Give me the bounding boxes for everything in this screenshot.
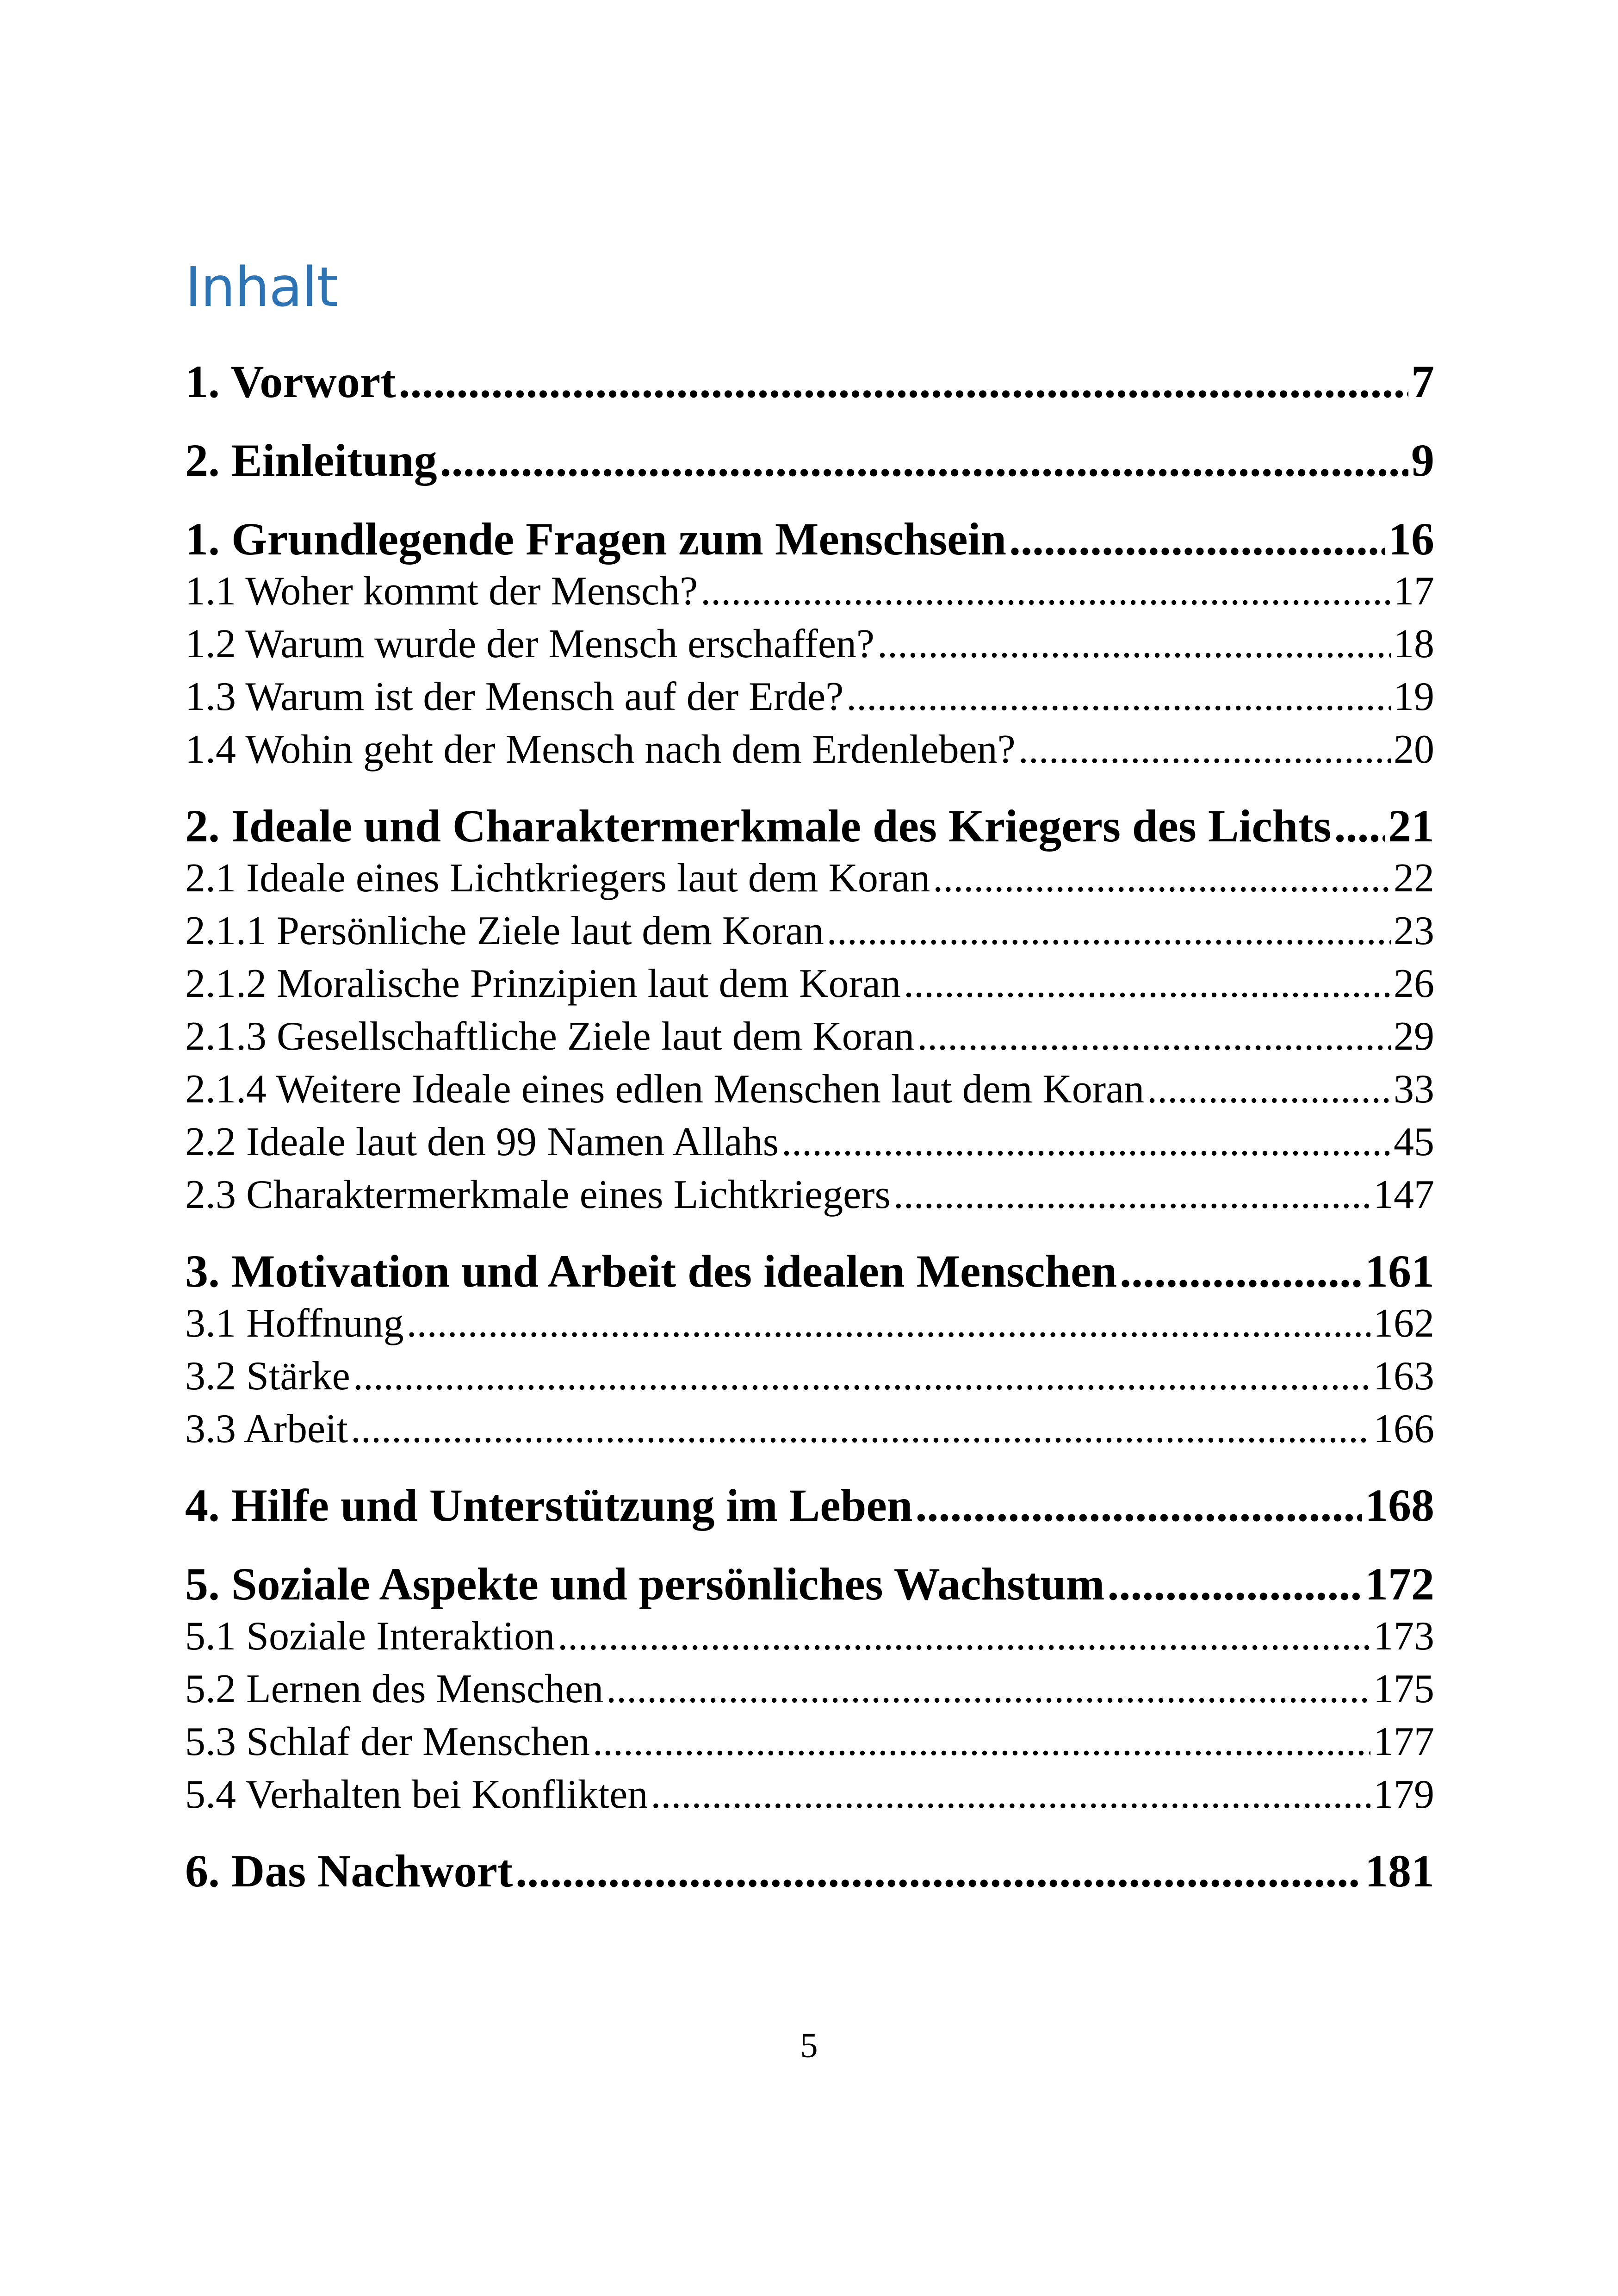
toc-entry-2-1-4[interactable] [185,1064,1434,1115]
dot-leader [593,1716,1370,1768]
toc-entry-page: 166 [1373,1406,1434,1451]
dot-leader [1147,1064,1391,1115]
dot-leader [1018,724,1391,776]
dot-leader [440,430,1408,491]
toc-entry-label: 2. Ideale und Charaktermerkmale des Kriegers des Lichts [185,800,1332,852]
dot-leader [353,1350,1370,1402]
dot-leader [877,618,1391,670]
toc-entry-page: 172 [1365,1558,1434,1610]
toc-entry-page: 168 [1365,1480,1434,1531]
dot-leader [1107,1554,1362,1614]
toc-entry-page: 179 [1373,1772,1434,1817]
dot-leader [846,671,1391,723]
dot-leader [606,1663,1370,1715]
dot-leader [351,1403,1370,1455]
toc-entry-page: 147 [1373,1172,1434,1217]
page-number: 5 [800,2026,818,2065]
toc-entry-2-1[interactable] [185,852,1434,904]
toc-entry-label: 5. Soziale Aspekte und persönliches Wachstum [185,1558,1105,1610]
toc-entry-label: 2.2 Ideale laut den 99 Namen Allahs [185,1120,779,1164]
toc-entry-label: 1. Vorwort [185,356,396,407]
toc-entry-label: 1.4 Wohin geht der Mensch nach dem Erdenleben? [185,727,1016,772]
dot-leader [701,566,1391,617]
toc-entry-page: 163 [1373,1354,1434,1399]
toc-entry-chapter-3[interactable] [185,1241,1434,1301]
toc-entry-vorwort[interactable] [185,352,1434,412]
toc-entry-label: 3.3 Arbeit [185,1406,348,1451]
toc-entry-page: 161 [1365,1245,1434,1297]
dot-leader [515,1841,1362,1901]
dot-leader [904,958,1391,1010]
dot-leader [917,1011,1391,1063]
toc-entry-1-2[interactable] [185,618,1434,670]
toc-entry-label: 3.1 Hoffnung [185,1301,404,1346]
toc-entry-label: 5.4 Verhalten bei Konflikten [185,1772,648,1817]
dot-leader [933,852,1391,904]
toc-entry-page: 16 [1388,513,1434,565]
toc-entry-label: 1.2 Warum wurde der Mensch erschaffen? [185,622,874,666]
toc-entry-einleitung[interactable] [185,430,1434,491]
dot-leader [915,1475,1362,1536]
toc-entry-label: 4. Hilfe und Unterstützung im Leben [185,1480,913,1531]
toc-entry-page: 29 [1394,1014,1434,1059]
toc-entry-chapter-1[interactable] [185,509,1434,569]
toc-entry-page: 18 [1394,622,1434,666]
toc-entry-label: 2.1.1 Persönliche Ziele laut dem Koran [185,908,824,953]
toc-entry-label: 2.1.3 Gesellschaftliche Ziele laut dem Koran [185,1014,915,1059]
dot-leader [1334,796,1385,856]
toc-entry-3-3[interactable] [185,1403,1434,1455]
toc-entry-2-1-3[interactable] [185,1011,1434,1063]
toc-entry-5-1[interactable] [185,1611,1434,1662]
toc-entry-1-1[interactable] [185,566,1434,617]
toc-entry-page: 181 [1365,1845,1434,1897]
toc-entry-2-1-1[interactable] [185,905,1434,957]
toc-entry-page: 173 [1373,1614,1434,1659]
dot-leader [399,352,1408,412]
toc-entry-page: 9 [1411,435,1434,486]
toc-entry-page: 19 [1394,674,1434,719]
toc-entry-2-2[interactable] [185,1116,1434,1168]
toc-entry-label: 2.1.2 Moralische Prinzipien laut dem Koran [185,961,901,1006]
dot-leader [893,1169,1370,1221]
toc-entry-label: 5.2 Lernen des Menschen [185,1667,604,1711]
toc-entry-label: 3. Motivation und Arbeit des idealen Menschen [185,1245,1117,1297]
toc-entry-page: 33 [1394,1067,1434,1112]
toc-entry-page: 26 [1394,961,1434,1006]
toc-entry-3-1[interactable] [185,1298,1434,1350]
toc-entry-label: 2.3 Charaktermerkmale eines Lichtkriegers [185,1172,891,1217]
toc-entry-page: 162 [1373,1301,1434,1346]
toc-entry-page: 177 [1373,1719,1434,1764]
toc-entry-2-1-2[interactable] [185,958,1434,1010]
toc-entry-page: 23 [1394,908,1434,953]
toc-entry-nachwort[interactable] [185,1841,1434,1901]
dot-leader [1120,1241,1362,1301]
toc-entry-3-2[interactable] [185,1350,1434,1402]
toc-entry-chapter-5[interactable] [185,1554,1434,1614]
toc-entry-page: 45 [1394,1120,1434,1164]
dot-leader [651,1769,1370,1821]
toc-entry-label: 5.3 Schlaf der Menschen [185,1719,590,1764]
toc-entry-label: 1. Grundlegende Fragen zum Menschsein [185,513,1006,565]
toc-entry-page: 7 [1411,356,1434,407]
toc-entry-label: 6. Das Nachwort [185,1845,513,1897]
toc-entry-label: 2.1.4 Weitere Ideale eines edlen Menschen laut dem Koran [185,1067,1145,1112]
toc-entry-label: 2. Einleitung [185,435,437,486]
toc-entry-1-3[interactable] [185,671,1434,723]
toc-entry-2-3[interactable] [185,1169,1434,1221]
dot-leader [827,905,1391,957]
toc-entry-label: 3.2 Stärke [185,1354,350,1399]
toc-entry-5-3[interactable] [185,1716,1434,1768]
dot-leader [1009,509,1385,569]
toc-entry-label: 2.1 Ideale eines Lichtkriegers laut dem Koran [185,856,930,901]
toc-entry-page: 21 [1388,800,1434,852]
toc-entry-label: 5.1 Soziale Interaktion [185,1614,555,1659]
toc-heading: Inhalt [185,255,338,319]
toc-entry-chapter-2[interactable] [185,796,1434,856]
toc-entry-label: 1.3 Warum ist der Mensch auf der Erde? [185,674,844,719]
toc-entry-5-4[interactable] [185,1769,1434,1821]
toc-entry-1-4[interactable] [185,724,1434,776]
toc-entry-page: 22 [1394,856,1434,901]
dot-leader [781,1116,1391,1168]
toc-entry-chapter-4[interactable] [185,1475,1434,1536]
toc-entry-page: 175 [1373,1667,1434,1711]
toc-entry-page: 20 [1394,727,1434,772]
toc-entry-page: 17 [1394,569,1434,614]
toc-entry-label: 1.1 Woher kommt der Mensch? [185,569,698,614]
dot-leader [407,1298,1370,1350]
dot-leader [558,1611,1370,1662]
toc-entry-5-2[interactable] [185,1663,1434,1715]
